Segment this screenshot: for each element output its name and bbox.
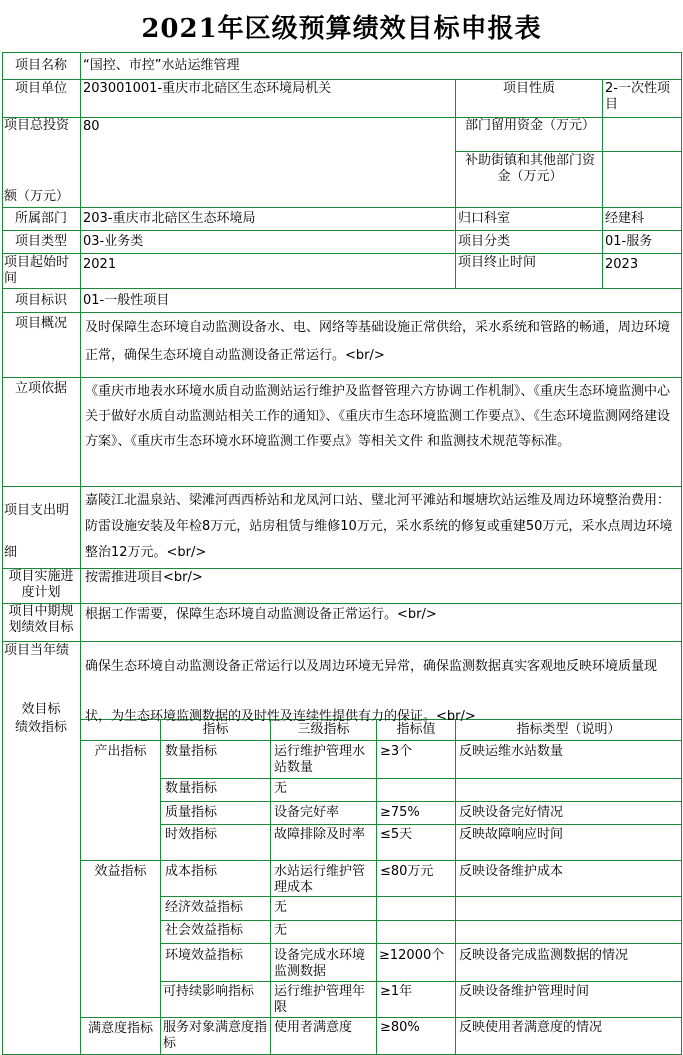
row-type [457,923,679,943]
row-indicator: 可持续影响指标 [163,984,255,999]
table-row [161,802,681,824]
total-investment-label-a: 项目总投资 [4,118,70,133]
row-level3: 无 [274,781,288,796]
row-type: 反映运维水站数量 [459,744,564,759]
project-name-value: “国控、市控”水站运维管理 [83,58,240,73]
row-level3: 无 [274,900,288,915]
row-type: 反映设备完好情况 [459,805,564,820]
midterm-goal-value: 根据工作需要，保障生态环境自动监测设备正常运行。<br/> [85,607,437,622]
row-value: ≥80% [380,1020,420,1035]
end-time-label: 项目终止时间 [458,255,537,270]
row-indicator: 环境效益指标 [165,948,244,963]
perf-section-label: 绩效指标 [14,720,67,735]
row-indicator: 质量指标 [165,805,218,820]
row-type: 反映设备维护成本 [459,864,564,879]
project-mark-label: 项目标识 [14,292,67,308]
total-investment-label-b: 额（万元） [4,189,70,204]
retained-funds-label: 部门留用资金（万元） [464,118,595,133]
group-benefit: 效益指标 [94,864,147,879]
project-name-label: 项目名称 [14,58,67,73]
row-level3: 故障排除及时率 [274,827,366,842]
progress-plan-label: 项目实施进度计划 [8,569,74,600]
table-row [161,982,681,1017]
row-value: ≤5天 [380,827,413,842]
subsidy-funds-label: 补助街镇和其他部门资金（万元） [464,153,595,184]
row-indicator: 经济效益指标 [165,900,244,915]
row-value: ≥75% [380,805,420,820]
row-indicator: 时效指标 [165,827,218,842]
expense-detail-value: 嘉陵江北温泉站、梁滩河西西桥站和龙凤河口站、璧北河平滩站和堰塘坎站运维及周边环境整治费用：防雷设施安装及年检8万元，站房租赁与维修10万元，采水系统的修复或重建50万元，采水点周边环境整治12万元。<br/> [85,493,673,560]
table-row [161,1018,681,1054]
annual-goal-label-a: 项目当年绩 [4,643,70,658]
start-time-label: 项目起始时间 [4,255,70,286]
row-type: 反映故障响应时间 [459,827,564,842]
row-value: ≥1年 [380,984,413,999]
row-type: 反映设备维护管理时间 [459,984,590,999]
department-value: 203-重庆市北碚区生态环境局 [83,211,256,226]
row-indicator: 社会效益指标 [165,923,244,938]
project-nature-label: 项目性质 [502,81,555,96]
table-row [161,861,681,896]
overview-label: 项目概况 [14,316,67,331]
row-level3: 无 [274,923,288,938]
row-type: 反映使用者满意度的情况 [459,1020,603,1035]
row-value: ≤80万元 [380,864,434,879]
row-indicator: 数量指标 [165,744,218,759]
row-level3: 水站运行维护管理成本 [274,864,366,895]
office-value: 经建科 [605,211,645,226]
row-value: ≥3个 [380,744,413,759]
basis-label: 立项依据 [14,381,67,396]
header-indicator: 指标 [202,722,229,737]
progress-plan-value: 按需推进项目<br/> [85,570,203,585]
end-time-value: 2023 [605,257,639,272]
total-investment-value: 80 [83,119,100,134]
page-title: 2021年区级预算绩效目标申报表 [141,13,542,44]
row-indicator: 数量指标 [165,781,218,796]
row-level3: 运行维护管理年限 [274,984,366,1015]
table-row [161,921,681,943]
project-mark-value: 01-一般性项目 [83,292,170,308]
basis-value: 《重庆市地表水环境水质自动监测站运行维护及监督管理六方协调工作机制》、《重庆生态环境监测中心关于做好水质自动监测站相关工作的通知》、《重庆市生态环境监测工作要点》、《生态环境监测网络建设方案》、《重庆市生态环境水环境监测工作要点》等相关文件 和监测技术规范等标准。 [85,384,671,449]
row-value: ≥12000个 [379,948,445,963]
midterm-goal-label: 项目中期规划绩效目标 [8,604,74,635]
project-category-value: 01-服务 [605,234,653,249]
table-row [161,825,681,860]
row-level3: 设备完好率 [274,805,340,820]
overview-value: 及时保障生态环境自动监测设备水、电、网络等基础设施正常供给，采水系统和管路的畅通，周边环境正常，确保生态环境自动监测设备正常运行。<br/> [85,320,671,363]
row-type [457,781,679,801]
row-indicator: 服务对象满意度指标 [163,1020,268,1051]
group-output: 产出指标 [94,744,147,759]
department-label: 所属部门 [14,211,67,226]
row-value [378,923,456,943]
row-level3: 设备完成水环境监测数据 [274,948,366,979]
project-type-label: 项目类型 [14,234,67,249]
row-type: 反映设备完成监测数据的情况 [459,948,629,963]
office-label: 归口科室 [458,211,511,226]
row-value [378,900,456,920]
table-row [161,944,681,981]
header-value: 指标值 [396,722,436,737]
row-level3: 运行维护管理水站数量 [274,744,366,775]
row-type [457,900,679,920]
expense-detail-label: 项目支出明细 [4,503,70,560]
header-level3: 三级指标 [297,722,350,737]
row-indicator: 成本指标 [165,864,218,879]
annual-goal-value: 确保生态环境自动监测设备正常运行以及周边环境无异常，确保监测数据真实客观地反映环境质量现状，为生态环境监测数据的及时性及连续性提供有力的保证。<br/> [85,659,658,724]
group-satisfaction: 满意度指标 [87,1021,153,1036]
annual-goal-label-b: 效目标 [21,702,61,717]
table-row [161,779,681,801]
table-row [161,897,681,920]
project-category-label: 项目分类 [458,234,511,249]
table-row [161,741,681,778]
row-level3: 使用者满意度 [274,1020,353,1035]
project-type-value: 03-业务类 [83,234,144,249]
header-type: 指标类型（说明） [516,722,621,737]
project-nature-value: 2-一次性项目 [605,81,670,112]
project-unit-label: 项目单位 [14,81,67,96]
start-time-value: 2021 [83,257,117,272]
row-value [378,781,456,801]
project-unit-value: 203001001-重庆市北碚区生态环境局机关 [83,81,332,96]
